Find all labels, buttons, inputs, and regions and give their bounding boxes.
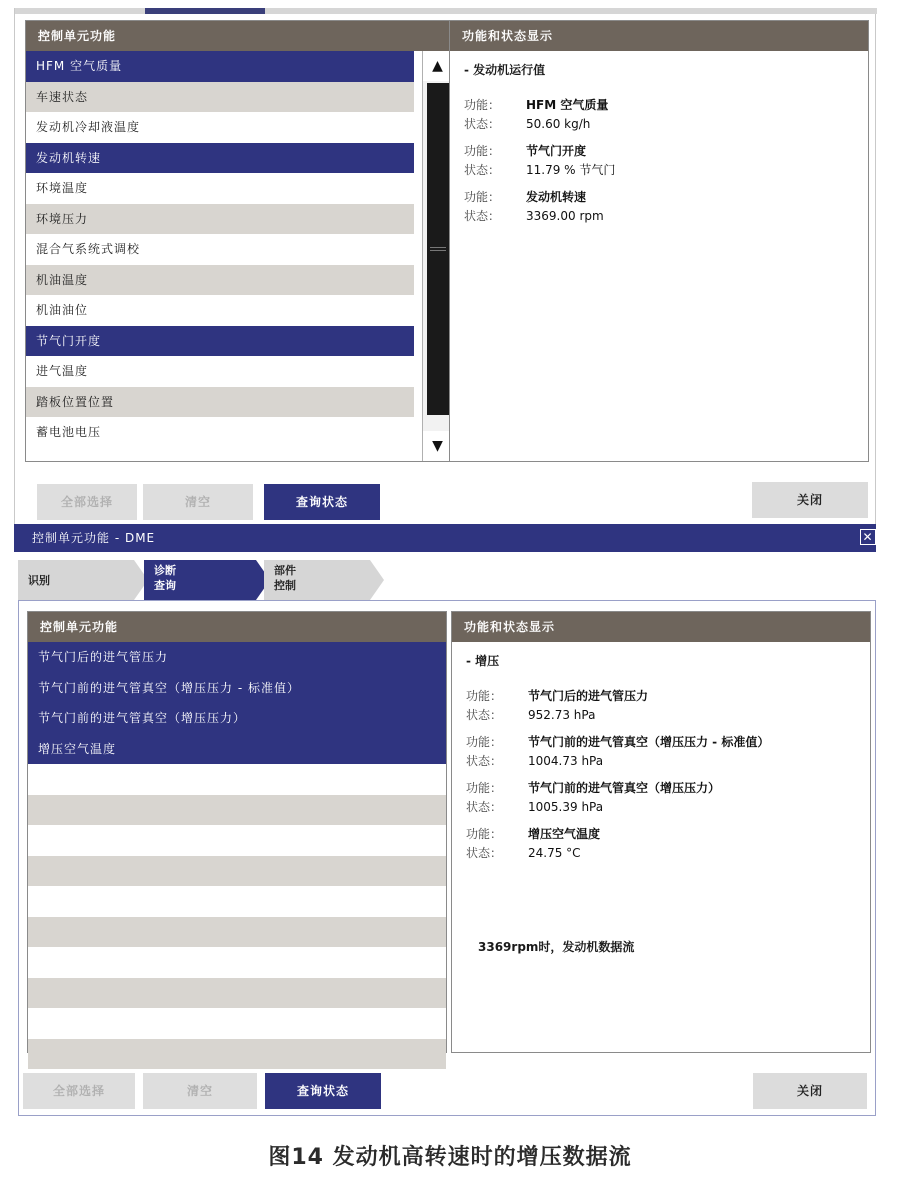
- status-items: [450, 82, 868, 228]
- status-value: 1005.39 hPa: [528, 800, 604, 814]
- scroll-thumb[interactable]: [427, 83, 449, 415]
- active-tab-marker: [145, 8, 265, 14]
- status-function-line: [464, 96, 868, 115]
- status-function: 发动机转速: [526, 190, 587, 204]
- content-frame: [18, 600, 876, 1116]
- status-value-line: [466, 752, 870, 771]
- status-value: 3369.00 rpm: [526, 209, 604, 223]
- status-value-line: [464, 161, 868, 180]
- status-function-label: 功能：: [464, 98, 501, 112]
- list-item[interactable]: 混合气系统式调校: [26, 234, 414, 265]
- window-top-strip: [15, 8, 877, 14]
- status-value-line: [464, 207, 868, 226]
- list-panel-header: 控制单元功能: [28, 612, 446, 642]
- status-value-line: [464, 115, 868, 134]
- status-function: HFM 空气质量: [526, 98, 609, 112]
- close-button[interactable]: 关闭: [753, 1073, 867, 1109]
- status-item: [452, 681, 870, 727]
- list-item[interactable]: [28, 917, 446, 948]
- status-value-label: 状态：: [464, 209, 501, 223]
- list-item[interactable]: 发动机转速: [26, 143, 414, 174]
- status-items: [452, 673, 870, 865]
- status-section-title: - 发动机运行值: [464, 63, 546, 77]
- status-item: [450, 90, 868, 136]
- clear-button[interactable]: 清空: [143, 484, 253, 520]
- status-item: [452, 819, 870, 865]
- query-status-button[interactable]: 查询状态: [265, 1073, 381, 1109]
- list-item[interactable]: 机油温度: [26, 265, 414, 296]
- status-function-label: 功能：: [466, 827, 503, 841]
- status-item: [452, 727, 870, 773]
- grip-icon: [430, 247, 446, 251]
- list-item[interactable]: [28, 825, 446, 856]
- list-item[interactable]: 增压空气温度: [28, 734, 446, 765]
- status-function-line: [466, 825, 870, 844]
- status-value: 1004.73 hPa: [528, 754, 604, 768]
- status-value-label: 状态：: [466, 846, 503, 860]
- status-item: [452, 773, 870, 819]
- list-item[interactable]: 进气温度: [26, 356, 414, 387]
- scroll-up-icon[interactable]: ▲: [423, 51, 452, 81]
- status-function-label: 功能：: [466, 735, 503, 749]
- tab-label: 部件 控制: [274, 564, 296, 592]
- list-item[interactable]: 环境压力: [26, 204, 414, 235]
- status-function: 增压空气温度: [528, 827, 601, 841]
- status-display-panel: [451, 611, 871, 1053]
- list-item[interactable]: [28, 764, 446, 795]
- close-window-icon[interactable]: ✕: [860, 529, 876, 545]
- window-title: 控制单元功能 - DME: [32, 531, 156, 545]
- list-item[interactable]: 蓄电池电压: [26, 417, 414, 448]
- status-function-line: [466, 733, 870, 752]
- status-value-label: 状态：: [464, 163, 501, 177]
- status-panel-header: 功能和状态显示: [452, 612, 870, 642]
- status-value-line: [466, 844, 870, 863]
- list-item[interactable]: 车速状态: [26, 82, 414, 113]
- status-function: 节气门前的进气管真空（增压压力 - 标准值）: [528, 735, 770, 749]
- status-item: [450, 136, 868, 182]
- status-value: 952.73 hPa: [528, 708, 596, 722]
- status-function-label: 功能：: [464, 144, 501, 158]
- status-function-line: [464, 142, 868, 161]
- list-item[interactable]: [28, 795, 446, 826]
- list-item[interactable]: [28, 1008, 446, 1039]
- list-item[interactable]: [28, 886, 446, 917]
- tab-diagnosis-query[interactable]: [144, 560, 256, 600]
- status-function-label: 功能：: [466, 781, 503, 795]
- status-value-label: 状态：: [464, 117, 501, 131]
- annotation-note: 3369rpm时，发动机数据流: [478, 940, 635, 954]
- status-value-line: [466, 706, 870, 725]
- tab-bar: [14, 552, 876, 600]
- list-item[interactable]: 踏板位置位置: [26, 387, 414, 418]
- tab-identification[interactable]: [18, 560, 134, 600]
- list-item[interactable]: 机油油位: [26, 295, 414, 326]
- scroll-down-icon[interactable]: ▼: [423, 431, 452, 461]
- list-panel-header: 控制单元功能: [26, 21, 452, 51]
- function-list-panel: [25, 20, 453, 462]
- list-item[interactable]: 环境温度: [26, 173, 414, 204]
- status-function: 节气门后的进气管压力: [528, 689, 649, 703]
- query-status-button[interactable]: 查询状态: [264, 484, 380, 520]
- tab-label: 识别: [28, 574, 50, 587]
- status-function: 节气门前的进气管真空（增压压力）: [528, 781, 721, 795]
- clear-button[interactable]: 清空: [143, 1073, 257, 1109]
- function-list-panel: [27, 611, 447, 1053]
- list-item[interactable]: [28, 947, 446, 978]
- status-item: [450, 182, 868, 228]
- list-item[interactable]: 节气门前的进气管真空（增压压力 - 标准值）: [28, 673, 446, 704]
- tab-component-control[interactable]: [264, 560, 370, 600]
- close-button[interactable]: 关闭: [752, 482, 868, 518]
- list-item[interactable]: 发动机冷却液温度: [26, 112, 414, 143]
- list-item[interactable]: HFM 空气质量: [26, 51, 414, 82]
- list-scrollbar[interactable]: [422, 51, 452, 461]
- status-function-line: [466, 687, 870, 706]
- status-value-label: 状态：: [466, 708, 503, 722]
- status-value: 11.79 % 节气门: [526, 163, 616, 177]
- status-value-line: [466, 798, 870, 817]
- status-function: 节气门开度: [526, 144, 587, 158]
- window-titlebar: [14, 524, 876, 552]
- function-list: [28, 642, 446, 1069]
- list-item[interactable]: 节气门开度: [26, 326, 414, 357]
- list-item[interactable]: [28, 856, 446, 887]
- status-value-label: 状态：: [466, 800, 503, 814]
- list-item[interactable]: [28, 978, 446, 1009]
- figure-caption: 图14 发动机高转速时的增压数据流: [268, 1145, 632, 1170]
- screen-engine-values: [14, 8, 876, 524]
- status-value: 24.75 °C: [528, 846, 581, 860]
- select-all-button[interactable]: 全部选择: [23, 1073, 135, 1109]
- status-function-label: 功能：: [466, 689, 503, 703]
- status-function-label: 功能：: [464, 190, 501, 204]
- status-display-panel: [449, 20, 869, 462]
- status-value-label: 状态：: [466, 754, 503, 768]
- status-function-line: [466, 779, 870, 798]
- status-panel-header: 功能和状态显示: [450, 21, 868, 51]
- status-value: 50.60 kg/h: [526, 117, 591, 131]
- list-item[interactable]: [28, 1039, 446, 1070]
- list-item[interactable]: 节气门前的进气管真空（增压压力）: [28, 703, 446, 734]
- screen-boost-values: [14, 524, 876, 1120]
- status-section-title: - 增压: [466, 654, 500, 668]
- function-list: [26, 51, 414, 448]
- tab-notch: [370, 560, 384, 600]
- status-function-line: [464, 188, 868, 207]
- list-item[interactable]: 节气门后的进气管压力: [28, 642, 446, 673]
- tab-label: 诊断 查询: [154, 564, 176, 592]
- select-all-button[interactable]: 全部选择: [37, 484, 137, 520]
